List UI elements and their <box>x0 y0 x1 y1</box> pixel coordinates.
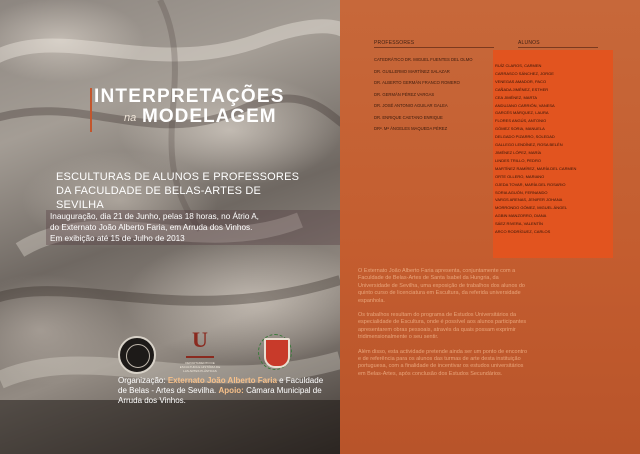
student-item: AGBIN MANZORRO, DIANA <box>495 213 547 219</box>
student-item: CAÑADA JIMÉNEZ, ESTHER <box>495 86 549 92</box>
professor-item: DR. GERMÁN PÉREZ VARGAS <box>374 91 435 97</box>
organization-credits <box>118 376 333 406</box>
student-item: SÁEZ RIVERA, VALENTÍN <box>495 221 543 227</box>
credits-support-label: Apoio: <box>218 386 244 395</box>
professors-header: PROFESSORES <box>374 40 415 46</box>
student-item: ORTE OLLERO, MARIANO <box>495 173 545 179</box>
student-item: OJEDA TOVAR, MARÍA DEL ROSARIO <box>495 181 566 187</box>
partner-logos <box>118 326 308 376</box>
professor-item: DR. ALBERTO GERMÁN FRANCO ROMERO <box>374 80 460 85</box>
credits-org-rest: e Faculdade de Belas - Artes de Sevilha. <box>118 376 324 395</box>
students-divider <box>518 47 598 48</box>
info-panel <box>340 0 640 454</box>
professors-divider <box>374 47 494 48</box>
student-item: JIMÉNEZ LÓPEZ, MARÍA <box>495 149 542 155</box>
credits-org-label: Organização: <box>118 376 166 385</box>
student-item: GÓMEZ SORIA, MANUELA <box>495 126 545 132</box>
student-item: MORRONDO GÓMEZ, MIGUEL ÁNGEL <box>495 205 568 211</box>
university-logo-caption: DEPARTAMENTO DE ESCULTURA E HISTÓRIA DE LAS ARTES PLÁSTICAS <box>179 361 221 373</box>
student-item: MARTÍNEZ RAMÍREZ, MARÍA DEL CARMEN <box>495 165 577 171</box>
students-header: ALUNOS <box>518 40 540 46</box>
credits-support-name: Câmara Municipal de Arruda dos Vinhos. <box>118 386 322 405</box>
title-connector: na <box>124 112 137 124</box>
professor-item: DR. ENRIQUE CAETANO ENRIQUE <box>374 114 443 120</box>
student-item: SORIA AGUÓN, FERNANDO <box>495 189 548 195</box>
title-line-2: MODELAGEM <box>142 106 277 127</box>
student-item: ARCO RODRÍGUEZ, CARLOS <box>495 229 551 235</box>
inauguration-line: Em exibição até 15 de Julho de 2013 <box>50 234 185 243</box>
description-paragraph: Os trabalhos resultam do programa de Estudos Universitários da especialidade de Escultura, onde é possível aos alunos participantes apresentarem obras pessoais, através da quais possam exprimir tridimensionalmente o seu sentir. <box>358 312 527 341</box>
description-paragraph: Além disso, esta actividade pretende ainda ser um ponto de encontro e de referência para os alunos das turmas de arte desta instituição portuguesa, com a finalidade de incentivar os estudos universitários em Belas-Artes, após conclusão dos Estudos Secundários. <box>358 348 528 377</box>
exhibition-title <box>94 86 284 138</box>
professor-item: DR. GUILLERMO MARTÍNEZ SALAZAR <box>374 68 450 74</box>
student-item: VENEGAS AMADOR, PACO <box>495 78 547 84</box>
student-item: FLORES ANGÚS, ANTONIO <box>495 118 547 124</box>
student-item: VARGS ARENAS, JENIFER JOHANA <box>495 197 563 203</box>
student-item: GARCÉS MÁRQUEZ, LAURA <box>495 110 549 116</box>
professor-item: CATEDRÁTICO DR. MIGUEL FUENTES DEL OLMO <box>374 57 473 62</box>
student-item: LINDES TRILLO, PEDRO <box>495 157 541 163</box>
university-logo: U DEPARTAMENTO DE ESCULTURA E HISTÓRIA DE LAS ARTES PLÁSTICAS <box>179 327 221 373</box>
student-item: ANDUJANO CARRIÓN, VANESA <box>495 102 555 108</box>
exhibition-description <box>358 268 530 385</box>
exhibition-subtitle: ESCULTURAS DE ALUNOS E PROFESSORES DA FACULDADE DE BELAS-ARTES DE SEVILHA <box>56 171 300 211</box>
credits-org-name: Externato João Alberto Faria <box>167 376 277 385</box>
municipality-crest-logo <box>258 334 292 370</box>
student-item: GALLEGO LENDÍNEZ, ROSA BELÉN <box>495 142 563 148</box>
description-paragraph: O Externato João Alberto Faria apresenta, conjuntamente com a Faculdade de Belas-Artes de Santa Isabel da Hungria, da Universidade de Sevilha, uma exposição de trabalhos dos alunos do quinto curso de licenciatura em Escultura, da referida universidade espanhola. <box>358 268 525 304</box>
inauguration-line: do Externato João Alberto Faria, em Arruda dos Vinhos. <box>50 223 253 232</box>
school-seal-logo <box>118 336 156 374</box>
student-item: DELGADO PIZARRO, SOLEDAD <box>495 134 555 140</box>
students-list <box>495 62 615 236</box>
student-item: RUÍZ CLAROS, CARMEN <box>495 63 542 68</box>
professor-item: DRª. Mª ÁNGELES MAQUEDA PÉREZ <box>374 126 448 131</box>
title-line-1: INTERPRETAÇÕES <box>94 86 285 107</box>
student-item: CEA JIMÉNEZ, MARTA <box>495 94 538 100</box>
student-item: CARRASCO SÁNCHEZ, JORGE <box>495 70 554 76</box>
inauguration-line: Inauguração, dia 21 de Junho, pelas 18 horas, no Átrio A, <box>50 212 259 221</box>
inauguration-info <box>46 210 340 245</box>
professor-item: DR. JOSÉ ANTONIO AGUILAR GALEA <box>374 103 448 108</box>
